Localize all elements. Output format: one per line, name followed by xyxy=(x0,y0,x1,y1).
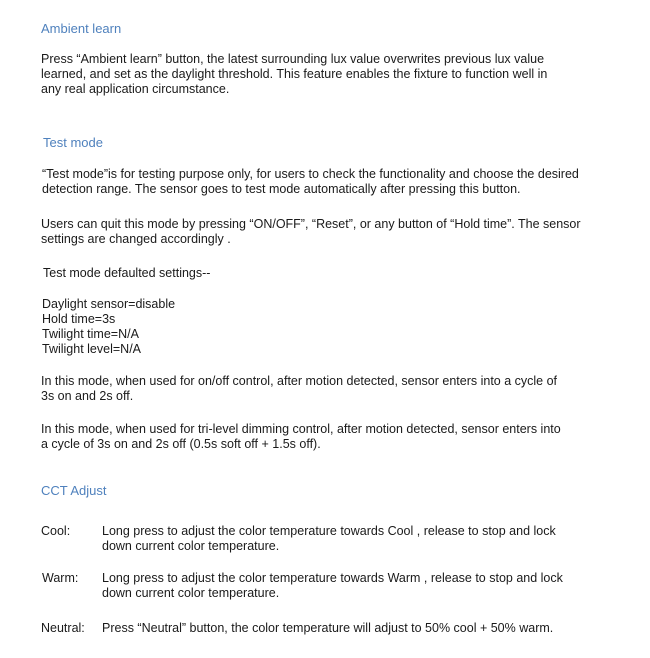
cct-desc-warm: Long press to adjust the color temperature towards Warm , release to stop and lock down current color temperature. xyxy=(102,571,563,600)
ambient-learn-paragraph: Press “Ambient learn” button, the latest surrounding lux value overwrites previous lux value learned, and set as the daylight threshold. This feature enables the fixture to function well in any real application circumstance. xyxy=(41,52,548,96)
trilevel-dimming-paragraph: In this mode, when used for tri-level dimming control, after motion detected, sensor enters into a cycle of 3s on and 2s off (0.5s soft off + 1.5s off). xyxy=(41,422,561,451)
ambient-learn-heading: Ambient learn xyxy=(41,21,122,36)
cct-adjust-heading: CCT Adjust xyxy=(41,483,107,498)
cct-term-warm: Warm: xyxy=(42,571,79,585)
cct-desc-cool: Long press to adjust the color temperature towards Cool , release to stop and lock down current color temperature. xyxy=(102,524,556,553)
cct-desc-neutral: Press “Neutral” button, the color temperature will adjust to 50% cool + 50% warm. xyxy=(102,621,554,635)
test-mode-heading: Test mode xyxy=(43,135,103,150)
setting-line: Twilight level=N/A xyxy=(42,342,141,356)
setting-line: Daylight sensor=disable xyxy=(42,297,176,311)
test-mode-quit-paragraph: Users can quit this mode by pressing “ON/OFF”, “Reset”, or any button of “Hold time”. The sensor settings are changed accordingly . xyxy=(41,217,581,246)
setting-line: Hold time=3s xyxy=(42,312,116,326)
setting-line: Twilight time=N/A xyxy=(42,327,139,341)
test-mode-defaults-title: Test mode defaulted settings-- xyxy=(43,266,211,280)
onoff-control-paragraph: In this mode, when used for on/off control, after motion detected, sensor enters into a cycle of 3s on and 2s off. xyxy=(41,374,558,403)
cct-term-neutral: Neutral: xyxy=(41,621,85,635)
test-mode-intro-paragraph: “Test mode”is for testing purpose only, for users to check the functionality and choose the desired detection range. The sensor goes to test mode automatically after pressing this button. xyxy=(42,167,579,196)
cct-term-cool: Cool: xyxy=(41,524,71,538)
